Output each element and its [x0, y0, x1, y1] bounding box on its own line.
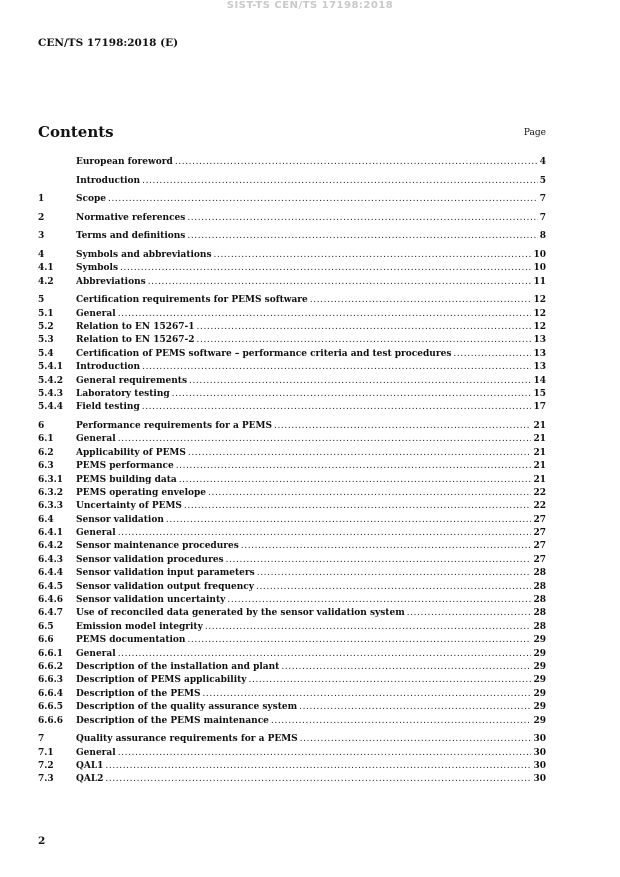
dot-leader	[310, 294, 532, 307]
dot-leader	[208, 487, 531, 500]
toc-entry-number: 6.6.3	[38, 675, 64, 686]
toc-entry-page: 22	[533, 501, 546, 512]
toc-entry-title: Abbreviations	[76, 276, 146, 287]
toc-entry-title: Relation to EN 15267-2	[76, 335, 195, 346]
toc-entry-page: 27	[533, 554, 546, 565]
toc-entry[interactable]	[38, 733, 546, 746]
toc-entry[interactable]	[38, 514, 546, 527]
toc-entry-number: 5.4.1	[38, 362, 64, 373]
toc-entry-page: 28	[533, 568, 546, 579]
toc-entry-page: 13	[533, 335, 546, 346]
toc-entry-title: Terms and definitions	[76, 231, 186, 242]
dot-leader	[281, 661, 531, 674]
toc-entry-page: 11	[533, 276, 546, 287]
dot-leader	[142, 401, 532, 414]
toc-entry-page: 29	[533, 715, 546, 726]
toc-entry-title: QAL2	[76, 774, 104, 785]
toc-entry[interactable]	[38, 594, 546, 607]
toc-entry-title: Sensor validation input parameters	[76, 568, 255, 579]
dot-leader	[187, 230, 537, 243]
toc-entry[interactable]	[38, 321, 546, 334]
toc-entry[interactable]	[38, 447, 546, 460]
toc-entry-title: Description of PEMS applicability	[76, 675, 247, 686]
toc-entry-page: 28	[533, 608, 546, 619]
toc-entry-page: 12	[533, 322, 546, 333]
toc-entry-number: 6.6.1	[38, 648, 64, 659]
toc-entry-title: Introduction	[76, 362, 141, 373]
dot-leader	[241, 540, 532, 553]
dot-leader	[118, 648, 532, 661]
toc-entry-number: 6.4.5	[38, 581, 64, 592]
toc-entry-number: 4.2	[38, 276, 54, 287]
toc-entry[interactable]	[38, 294, 546, 307]
toc-entry[interactable]	[38, 308, 546, 321]
toc-entry-title: Introduction	[76, 175, 141, 186]
toc-entry[interactable]	[38, 715, 546, 728]
dot-leader	[407, 607, 532, 620]
toc-entry-title: Performance requirements for a PEMS	[76, 420, 272, 431]
toc-entry-title: Applicability of PEMS	[76, 447, 186, 458]
toc-entry-title: Sensor validation procedures	[76, 554, 224, 565]
toc-entry-title: Scope	[76, 194, 107, 205]
toc-entry-number: 6.5	[38, 621, 54, 632]
toc-entry-title: Description of the installation and plant	[76, 661, 280, 672]
toc-entry-page: 29	[533, 648, 546, 659]
toc-entry-page: 30	[533, 747, 546, 758]
dot-leader	[256, 581, 531, 594]
dot-leader	[226, 554, 532, 567]
dot-leader	[148, 276, 532, 289]
dot-leader	[166, 514, 532, 527]
toc-entry-title: Sensor validation output frequency	[76, 581, 254, 592]
toc-entry-page: 7	[539, 212, 546, 223]
toc-entry-title: Sensor validation uncertainty	[76, 595, 226, 606]
toc-entry-title: Description of the PEMS	[76, 688, 201, 699]
toc-entry[interactable]	[38, 276, 546, 289]
dot-leader	[175, 156, 538, 169]
table-of-contents	[38, 156, 546, 787]
toc-entry[interactable]	[38, 230, 546, 243]
toc-entry-title: Sensor validation	[76, 514, 164, 525]
toc-entry[interactable]	[38, 334, 546, 347]
toc-entry-number: 6	[38, 420, 45, 431]
dot-leader	[271, 715, 532, 728]
toc-entry[interactable]	[38, 193, 546, 206]
toc-entry[interactable]	[38, 156, 546, 169]
toc-entry-title: PEMS performance	[76, 461, 174, 472]
toc-entry[interactable]	[38, 554, 546, 567]
dot-leader	[202, 688, 531, 701]
toc-entry-number: 5.4.4	[38, 402, 64, 413]
toc-entry-number: 6.6.5	[38, 702, 64, 713]
dot-leader	[118, 308, 532, 321]
toc-entry-page: 27	[533, 528, 546, 539]
dot-leader	[197, 334, 532, 347]
toc-entry-number: 6.4.1	[38, 528, 64, 539]
toc-entry-title: General	[76, 648, 116, 659]
dot-leader	[179, 474, 532, 487]
toc-entry-page: 8	[539, 231, 546, 242]
toc-entry-page: 28	[533, 595, 546, 606]
toc-entry-number: 6.3.1	[38, 474, 64, 485]
toc-entry-title: General	[76, 308, 116, 319]
toc-entry[interactable]	[38, 747, 546, 760]
toc-entry-page: 15	[533, 388, 546, 399]
toc-entry-number: 7.2	[38, 760, 54, 771]
toc-entry-page: 29	[533, 688, 546, 699]
toc-entry[interactable]	[38, 212, 546, 225]
toc-entry-title: Description of the quality assurance system	[76, 702, 298, 713]
toc-entry-number: 4.1	[38, 263, 54, 274]
toc-entry-number: 5.4	[38, 348, 54, 359]
dot-leader	[108, 193, 538, 206]
toc-entry[interactable]	[38, 249, 546, 262]
dot-leader	[197, 321, 532, 334]
toc-entry-number: 6.4	[38, 514, 54, 525]
toc-entry-number: 7	[38, 734, 45, 745]
toc-entry-page: 14	[533, 375, 546, 386]
toc-entry-title: Sensor maintenance procedures	[76, 541, 239, 552]
toc-entry-number: 6.4.7	[38, 608, 64, 619]
toc-entry[interactable]	[38, 474, 546, 487]
toc-entry-number: 5	[38, 295, 45, 306]
toc-entry-title: Symbols	[76, 263, 119, 274]
toc-entry-number: 6.4.2	[38, 541, 64, 552]
toc-entry-page: 30	[533, 760, 546, 771]
toc-entry[interactable]	[38, 420, 546, 433]
toc-entry-page: 29	[533, 661, 546, 672]
toc-entry[interactable]	[38, 567, 546, 580]
toc-entry-number: 6.6	[38, 635, 54, 646]
toc-entry-page: 13	[533, 348, 546, 359]
toc-entry[interactable]	[38, 348, 546, 361]
toc-entry-page: 30	[533, 774, 546, 785]
toc-entry[interactable]	[38, 634, 546, 647]
toc-entry-title: Field testing	[76, 402, 140, 413]
toc-entry-number: 6.2	[38, 447, 54, 458]
dot-leader	[205, 621, 532, 634]
dot-leader	[105, 760, 531, 773]
toc-entry-title: General	[76, 747, 116, 758]
toc-entry-page: 28	[533, 581, 546, 592]
toc-entry-number: 6.4.4	[38, 568, 64, 579]
contents-heading: Contents	[38, 123, 114, 141]
toc-entry-title: General	[76, 528, 116, 539]
toc-entry-number: 5.4.3	[38, 388, 64, 399]
toc-entry[interactable]	[38, 527, 546, 540]
toc-entry-number: 6.6.2	[38, 661, 64, 672]
toc-entry[interactable]	[38, 401, 546, 414]
dot-leader	[214, 249, 532, 262]
toc-entry[interactable]	[38, 581, 546, 594]
dot-leader	[142, 175, 538, 188]
toc-entry-page: 29	[533, 675, 546, 686]
dot-leader	[249, 674, 532, 687]
toc-entry-page: 21	[533, 461, 546, 472]
toc-entry-number: 1	[38, 194, 45, 205]
toc-entry-number: 6.1	[38, 434, 54, 445]
toc-entry-title: PEMS building data	[76, 474, 177, 485]
toc-entry-title: Quality assurance requirements for a PEMS	[76, 734, 298, 745]
dot-leader	[299, 701, 531, 714]
page-column-label: Page	[523, 128, 546, 138]
toc-entry-page: 21	[533, 447, 546, 458]
toc-entry-title: QAL1	[76, 760, 104, 771]
dot-leader	[453, 348, 531, 361]
toc-entry-number: 6.3.2	[38, 487, 64, 498]
toc-entry-page: 21	[533, 474, 546, 485]
toc-entry-page: 27	[533, 541, 546, 552]
toc-entry-page: 10	[533, 249, 546, 260]
toc-entry-page: 5	[539, 175, 546, 186]
toc-entry-page: 21	[533, 420, 546, 431]
toc-entry-title: Description of the PEMS maintenance	[76, 715, 269, 726]
toc-entry[interactable]	[38, 621, 546, 634]
toc-entry[interactable]	[38, 674, 546, 687]
toc-entry-page: 29	[533, 702, 546, 713]
dot-leader	[274, 420, 531, 433]
dot-leader	[188, 447, 532, 460]
dot-leader	[118, 433, 532, 446]
dot-leader	[105, 773, 531, 786]
dot-leader	[172, 388, 532, 401]
dot-leader	[142, 361, 531, 374]
toc-entry[interactable]	[38, 701, 546, 714]
document-id: CEN/TS 17198:2018 (E)	[38, 37, 179, 49]
toc-entry-title: Relation to EN 15267-1	[76, 322, 195, 333]
toc-entry[interactable]	[38, 375, 546, 388]
toc-entry[interactable]	[38, 262, 546, 275]
dot-leader	[187, 212, 537, 225]
dot-leader	[120, 262, 531, 275]
toc-entry-page: 30	[533, 734, 546, 745]
toc-entry-number: 7.3	[38, 774, 54, 785]
toc-entry[interactable]	[38, 607, 546, 620]
toc-entry[interactable]	[38, 500, 546, 513]
toc-entry-title: PEMS documentation	[76, 635, 186, 646]
toc-entry[interactable]	[38, 773, 546, 786]
toc-entry-page: 13	[533, 362, 546, 373]
toc-entry-title: Certification requirements for PEMS software	[76, 295, 308, 306]
toc-entry-title: Certification of PEMS software – performance criteria and test procedures	[76, 348, 452, 359]
toc-entry-title: Uncertainty of PEMS	[76, 501, 182, 512]
toc-entry-number: 4	[38, 249, 45, 260]
toc-entry-title: Use of reconciled data generated by the sensor validation system	[76, 608, 405, 619]
toc-entry[interactable]	[38, 460, 546, 473]
toc-entry[interactable]	[38, 388, 546, 401]
toc-entry[interactable]	[38, 760, 546, 773]
toc-entry-title: Emission model integrity	[76, 621, 203, 632]
toc-entry-number: 6.6.6	[38, 715, 64, 726]
watermark: SIST-TS CEN/TS 17198:2018	[226, 0, 394, 11]
toc-entry-page: 22	[533, 487, 546, 498]
toc-entry-page: 10	[533, 263, 546, 274]
toc-entry[interactable]	[38, 540, 546, 553]
dot-leader	[118, 747, 532, 760]
toc-entry-page: 12	[533, 308, 546, 319]
toc-entry-page: 12	[533, 295, 546, 306]
toc-entry-page: 4	[539, 157, 546, 167]
toc-entry[interactable]	[38, 648, 546, 661]
toc-entry-number: 3	[38, 231, 45, 242]
toc-entry-number: 5.3	[38, 335, 54, 346]
toc-entry-title: General requirements	[76, 375, 188, 386]
dot-leader	[187, 634, 531, 647]
dot-leader	[118, 527, 532, 540]
toc-entry[interactable]	[38, 688, 546, 701]
toc-entry-number: 6.4.6	[38, 595, 64, 606]
toc-entry[interactable]	[38, 175, 546, 188]
toc-entry-title: Laboratory testing	[76, 388, 170, 399]
toc-entry-number: 5.2	[38, 322, 54, 333]
dot-leader	[184, 500, 532, 513]
toc-entry-page: 21	[533, 434, 546, 445]
toc-entry[interactable]	[38, 487, 546, 500]
dot-leader	[189, 375, 531, 388]
toc-entry-title: PEMS operating envelope	[76, 487, 207, 498]
toc-entry-page: 17	[533, 402, 546, 413]
toc-entry[interactable]	[38, 661, 546, 674]
dot-leader	[227, 594, 531, 607]
toc-entry-number: 6.4.3	[38, 554, 64, 565]
toc-entry-number: 2	[38, 212, 45, 223]
toc-entry-title: General	[76, 434, 116, 445]
toc-entry-title: Symbols and abbreviations	[76, 249, 212, 260]
dot-leader	[176, 460, 532, 473]
toc-entry-number: 5.4.2	[38, 375, 64, 386]
toc-entry-number: 6.6.4	[38, 688, 64, 699]
page-number: 2	[38, 835, 46, 847]
toc-entry[interactable]	[38, 361, 546, 374]
toc-entry-number: 7.1	[38, 747, 54, 758]
toc-entry[interactable]	[38, 433, 546, 446]
toc-entry-page: 7	[539, 194, 546, 205]
toc-entry-number: 6.3.3	[38, 501, 64, 512]
dot-leader	[300, 733, 532, 746]
toc-entry-page: 27	[533, 514, 546, 525]
dot-leader	[257, 567, 532, 580]
toc-entry-page: 29	[533, 635, 546, 646]
toc-entry-number: 6.3	[38, 461, 54, 472]
toc-entry-title: European foreword	[76, 157, 173, 167]
toc-entry-title: Normative references	[76, 212, 186, 223]
toc-entry-page: 28	[533, 621, 546, 632]
toc-entry-number: 5.1	[38, 308, 54, 319]
